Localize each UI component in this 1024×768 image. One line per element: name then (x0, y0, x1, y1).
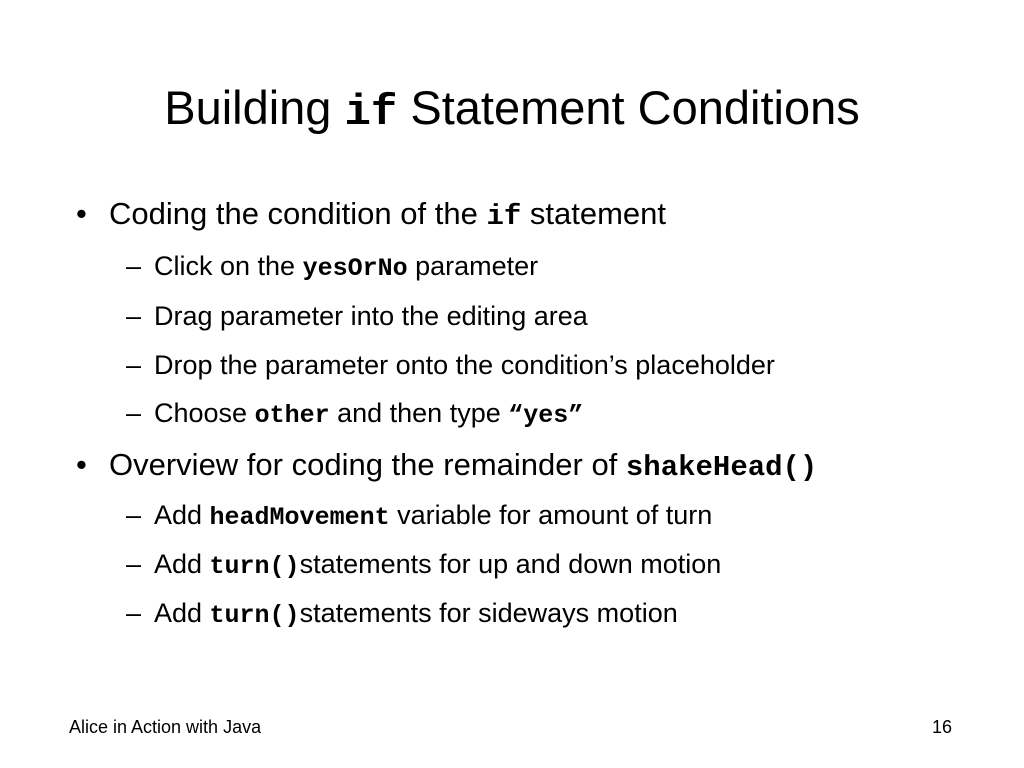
bullet-text (109, 194, 666, 237)
sub-bullet-code-quoted: “yes” (508, 401, 584, 430)
sub-bullet-text-post: statements for up and down motion (299, 549, 722, 579)
sub-bullet-text (154, 497, 712, 536)
sub-bullet-text-pre: Add (154, 549, 210, 579)
sub-bullet-text-pre: Choose (154, 398, 255, 428)
sub-bullet-code: yesOrNo (302, 254, 408, 283)
slide-title (0, 78, 1024, 143)
title-text-pre: Building (164, 81, 345, 134)
sub-bullet-code: turn() (209, 552, 300, 581)
sub-bullet-text-post: and then type (329, 398, 509, 428)
sub-bullet-text (154, 595, 678, 634)
bullet-marker: • (76, 196, 87, 231)
sub-bullet-code: turn() (209, 601, 300, 630)
sub-bullet-text-pre: Add (154, 598, 210, 628)
sub-bullet-marker: – (126, 500, 142, 530)
sub-bullet-marker: – (126, 301, 142, 331)
bullet-text-post: statement (521, 196, 666, 231)
sub-bullet-text (154, 248, 538, 287)
sub-bullet-marker: – (126, 549, 142, 579)
sub-bullet-text-pre: Drop the parameter onto the condition’s placeholder (154, 350, 775, 380)
sub-bullet-code: other (254, 401, 330, 430)
bullet-text-pre: Coding the condition of the (109, 196, 487, 231)
sub-bullet-text-post: statements for sideways motion (299, 598, 678, 628)
sub-bullet-marker: – (126, 598, 142, 628)
sub-bullet-text (154, 395, 583, 434)
sub-bullet-text-pre: Click on the (154, 251, 303, 281)
bullet-code: if (486, 200, 522, 233)
bullet-text (109, 445, 817, 488)
sub-bullet-text (154, 347, 775, 383)
sub-bullet-text-pre: Add (154, 500, 210, 530)
sub-bullet-code: headMovement (209, 503, 390, 532)
sub-bullet-marker: – (126, 350, 142, 380)
sub-bullet-text (154, 298, 588, 334)
slide-page-number: 16 (931, 717, 952, 737)
sub-bullet-marker: – (126, 251, 142, 281)
bullet-text-pre: Overview for coding the remainder of (109, 447, 626, 482)
sub-bullet-text (154, 546, 721, 585)
bullet-code: shakeHead() (625, 451, 818, 484)
title-text-post: Statement Conditions (397, 81, 860, 134)
footer-course-title: Alice in Action with Java (69, 717, 262, 737)
sub-bullet-text-post: variable for amount of turn (389, 500, 713, 530)
bullet-marker: • (76, 447, 87, 482)
sub-bullet-text-post: parameter (407, 251, 539, 281)
title-code: if (344, 88, 398, 138)
sub-bullet-marker: – (126, 398, 142, 428)
sub-bullet-text-pre: Drag parameter into the editing area (154, 301, 588, 331)
